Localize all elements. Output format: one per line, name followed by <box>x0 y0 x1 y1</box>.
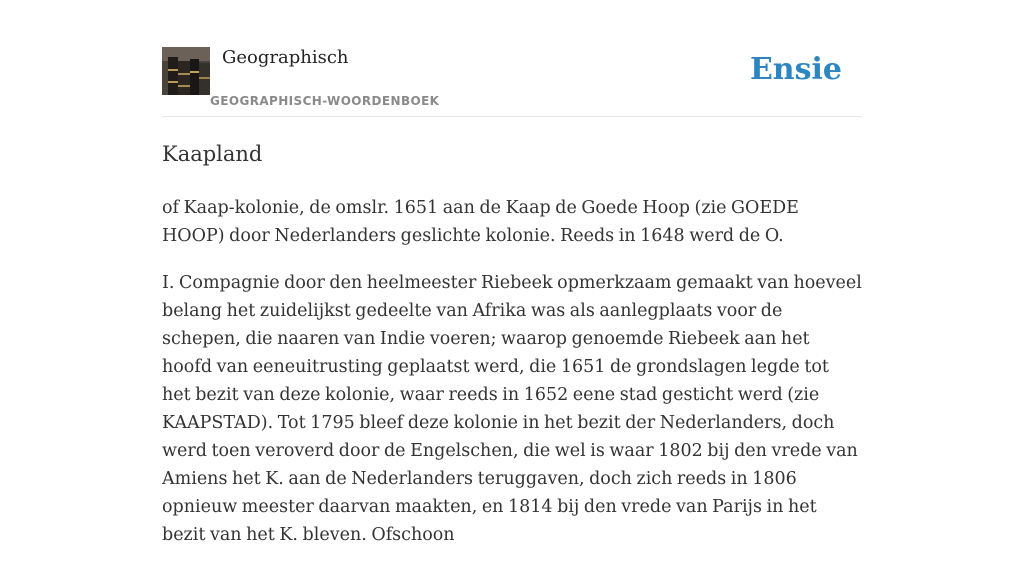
brand-logo[interactable]: Ensie <box>749 52 842 87</box>
source-subtitle[interactable]: GEOGRAPHISCH-WOORDENBOEK <box>210 94 440 108</box>
page-title: Kaapland <box>162 142 263 166</box>
article-paragraph: I. Compagnie door den heelmeester Riebeek opmerkzaam gemaakt van hoeveel belang het zuidelijkst gedeelte van Afrika was als aanlegplaats voor de schepen, die naaren van Indie voeren; waarop genoemde Riebeek aan het hoofd van eeneuitrusting geplaatst werd, die 1651 de grondslagen legde tot het bezit van deze kolonie, waar reeds in 1652 eene stad gesticht werd (zie KAAPSTAD). Tot 1795 bleef deze kolonie in het bezit der Nederlanders, doch werd toen veroverd door de Engelschen, die wel is waar 1802 bij den vrede van Amiens het K. aan de Nederlanders teruggaven, doch zich reeds in 1806 opnieuw meester daarvan maakten, en 1814 bij den vrede van Parijs in het bezit van het K. bleven. Ofschoon <box>162 273 862 545</box>
article-content <box>162 136 862 568</box>
source-title[interactable]: Geographisch <box>222 47 349 68</box>
book-spines-icon[interactable] <box>162 47 210 95</box>
source-header <box>162 0 862 117</box>
article-paragraph: of Kaap-kolonie, de omslr. 1651 aan de Kaap de Goede Hoop (zie GOEDE HOOP) door Nederlanders geslichte kolonie. Reeds in 1648 werd de O. <box>162 198 799 246</box>
